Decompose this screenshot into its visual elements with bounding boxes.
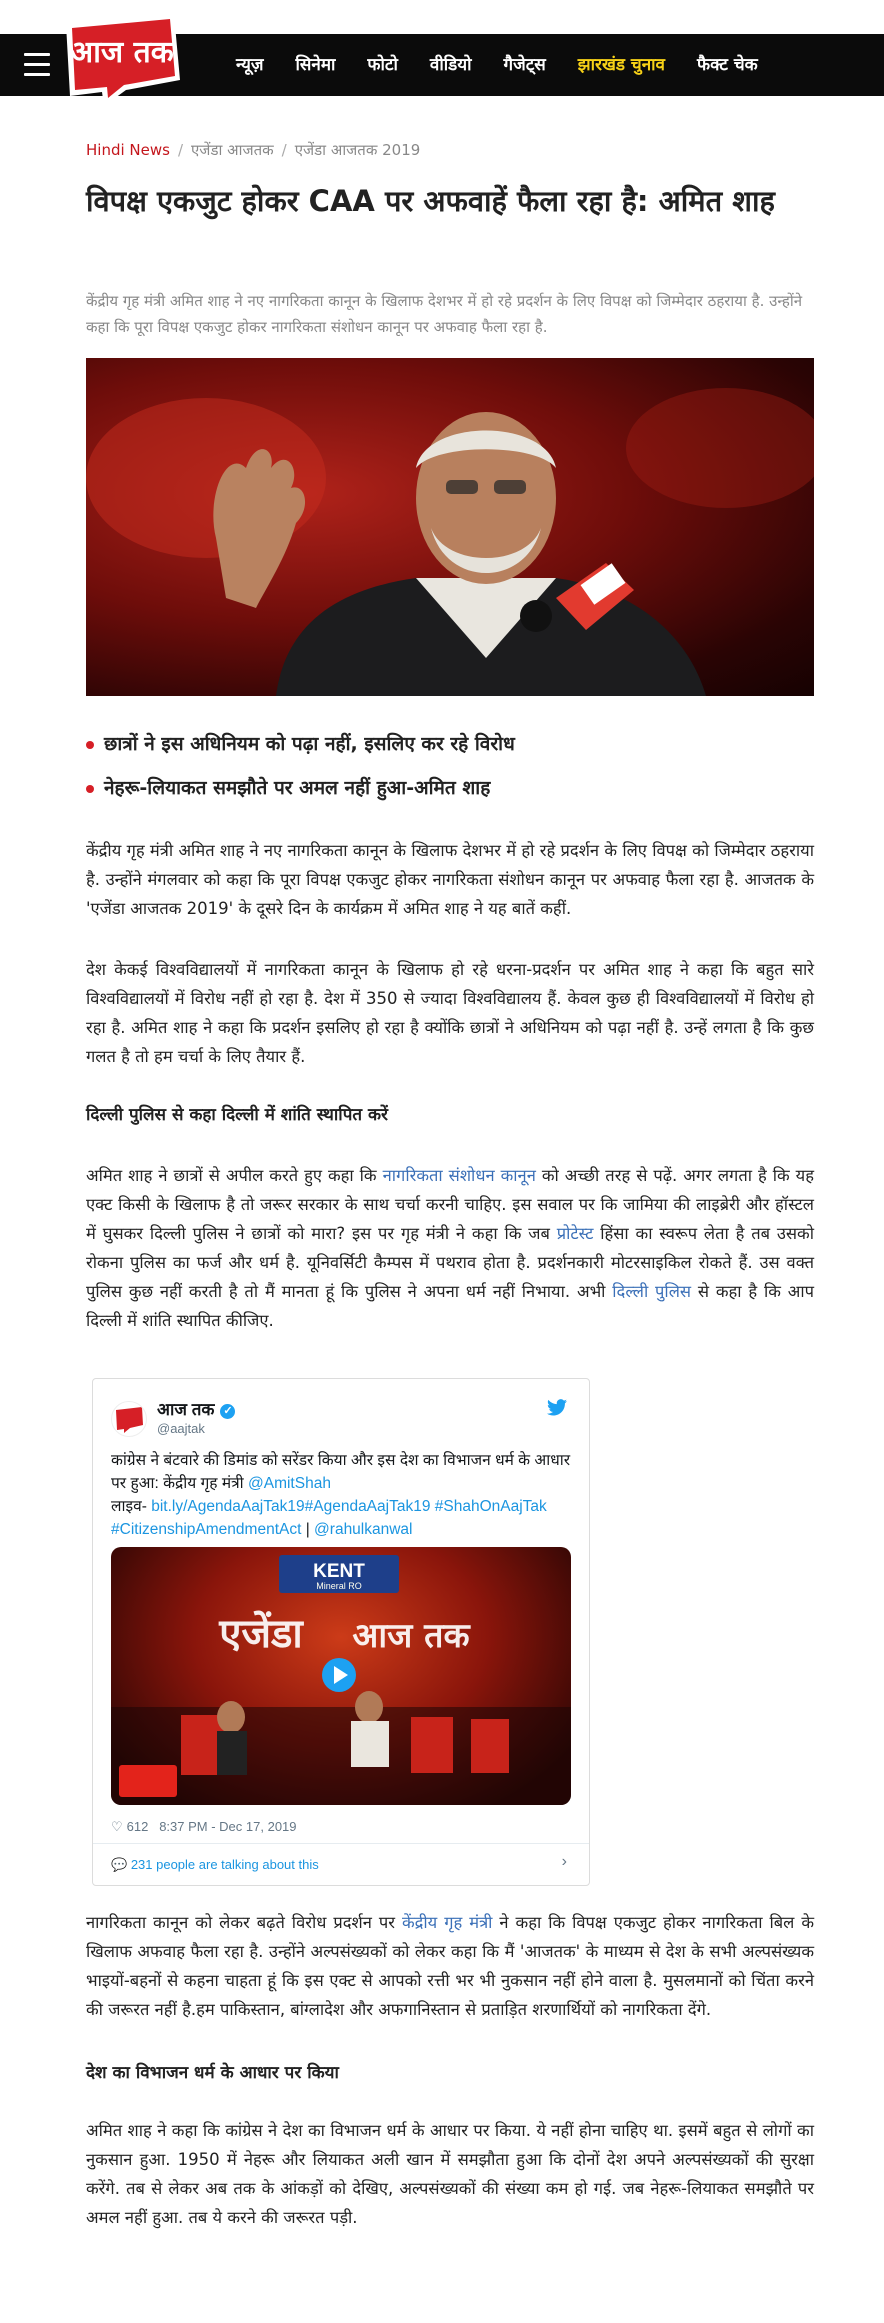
embedded-tweet bbox=[92, 1378, 590, 1886]
tweet-mention-rahulkanwal[interactable]: @rahulkanwal bbox=[314, 1521, 413, 1538]
breadcrumb-item-home[interactable]: Hindi News bbox=[86, 141, 170, 159]
article-highlights bbox=[86, 730, 814, 818]
link-protest[interactable]: प्रोटेस्ट bbox=[556, 1224, 594, 1243]
article-paragraph-2: देश केकई विश्वविद्यालयों में नागरिकता कानून के खिलाफ हो रहे धरना-प्रदर्शन पर अमित शाह ने कहा कि बहुत सारे विश्वविद्यालयों में विरोध नहीं हो रहा है. देश में 350 से ज्यादा विश्वविद्यालय हैं. केवल कुछ ही विश्वविद्यालयों में विरोध हो रहा है. अमित शाह ने कहा कि प्रदर्शन इसलिए हो रहा है क्योंकि छात्रों ने अधिनियम को पढ़ा नहीं है. उन्हें लगता है कि कुछ गलत है तो हम चर्चा के लिए तैयार हैं. bbox=[86, 960, 814, 1066]
nav-item[interactable]: झारखंड चुनाव bbox=[577, 55, 665, 75]
tweet-likes[interactable]: 612 bbox=[126, 1819, 149, 1834]
heart-icon[interactable]: ♡ bbox=[111, 1819, 123, 1834]
main-nav bbox=[220, 34, 774, 96]
comment-icon: 💬 bbox=[111, 1857, 128, 1872]
tweet-timestamp[interactable]: 8:37 PM - Dec 17, 2019 bbox=[159, 1819, 297, 1834]
chevron-right-icon[interactable]: › bbox=[561, 1853, 567, 1870]
tweet-mention-amitshah[interactable]: @AmitShah bbox=[248, 1475, 331, 1492]
nav-item[interactable]: वीडियो bbox=[429, 55, 472, 75]
article-paragraph-5: अमित शाह ने कहा कि कांग्रेस ने देश का विभाजन धर्म के आधार पर किया. ये नहीं होना चाहिए था. इसमें बहुत से लोगों का नुकसान हुआ. 1950 में नेहरू और लियाकत अली खान में समझौता हुआ कि दोनों देश अपने अल्पसंख्यकों की सुरक्षा करेंगे. तब से लेकर अब तक के आंकड़ों को देखिए, अल्पसंख्यकों की संख्या कम हो गई. जब नेहरू-लियाकत समझौते पर अमल नहीं हुआ. तब ये करने की जरूरत पड़ी. bbox=[86, 2121, 814, 2227]
aajtak-title: आज तक bbox=[352, 1616, 470, 1656]
nav-item[interactable]: फोटो bbox=[367, 55, 398, 75]
article-paragraph-3: अमित शाह ने छात्रों से अपील करते हुए कहा कि नागरिकता संशोधन कानून को अच्छी तरह से पढ़ें. अगर लगता है कि यह एक्ट किसी के खिलाफ है तो जरूर सरकार के साथ चर्चा करनी चाहिए. इस सवाल पर कि जामिया की लाइब्रेरी और हॉस्टल में घुसकर दिल्ली पुलिस ने छात्रों को मारा? इस पर गृह मंत्री ने कहा कि जब प्रोटेस्ट हिंसा का स्वरूप लेता है तब उसको रोकना पुलिस का फर्ज और धर्म है. यूनिवर्सिटी कैम्पस में पथराव होता है. प्रदर्शनकारी मोटरसाइकिल रोकते हैं. उस वक्त पुलिस कुछ नहीं करती है तो मैं मानता हूं कि पुलिस ने अपना धर्म नहीं निभाया. अभी दिल्ली पुलिस से कहा है कि आप दिल्ली में शांति स्थापित कीजिए. bbox=[86, 1166, 815, 1330]
hero-image bbox=[86, 358, 814, 696]
tweet-avatar[interactable] bbox=[111, 1401, 147, 1437]
highlight-item: नेहरू-लियाकत समझौते पर अमल नहीं हुआ-अमित शाह bbox=[86, 774, 814, 802]
verified-icon: ✓ bbox=[220, 1404, 235, 1419]
nav-item[interactable]: गैजेट्स bbox=[503, 55, 546, 75]
agenda-title: एजेंडा bbox=[219, 1611, 303, 1657]
highlight-item: छात्रों ने इस अधिनियम को पढ़ा नहीं, इसलिए कर रहे विरोध bbox=[86, 730, 814, 758]
tweet-text: कांग्रेस ने बंटवारे की डिमांड को सरेंडर किया और इस देश का विभाजन धर्म के आधार पर हुआ: केंद्रीय गृह मंत्री @AmitShah लाइव- bit.ly/AgendaAajTak19#AgendaAajTak19 #ShahOnAajTak #CitizenshipAmendmentAct | @rahulkanwal bbox=[111, 1452, 571, 1538]
nav-item[interactable]: सिनेमा bbox=[295, 55, 336, 75]
article-subheading-2: देश का विभाजन धर्म के आधार पर किया bbox=[86, 2063, 339, 2083]
sponsor-logo-text: KENT bbox=[313, 1561, 365, 1582]
tweet-video[interactable] bbox=[111, 1547, 571, 1805]
breadcrumb-item-agenda[interactable]: एजेंडा आजतक bbox=[191, 141, 274, 159]
tweet-talking-link[interactable]: 💬 231 people are talking about this bbox=[111, 1857, 319, 1872]
breadcrumb: Hindi News / एजेंडा आजतक / एजेंडा आजतक 2019 bbox=[86, 141, 421, 159]
nav-item[interactable]: फैक्ट चेक bbox=[696, 55, 758, 75]
article-summary: केंद्रीय गृह मंत्री अमित शाह ने नए नागरिकता कानून के खिलाफ देशभर में हो रहे प्रदर्शन के लिए विपक्ष को जिम्मेदार ठहराया है. उन्होंने कहा कि पूरा विपक्ष एकजुट होकर नागरिकता संशोधन कानून पर अफवाह फैला रहा है. bbox=[86, 292, 803, 336]
tweet-meta bbox=[111, 1819, 297, 1835]
article-paragraph-4: नागरिकता कानून को लेकर बढ़ते विरोध प्रदर्शन पर केंद्रीय गृह मंत्री ने कहा कि विपक्ष एकजुट होकर नागरिकता बिल के खिलाफ अफवाह फैला रहा है. उन्होंने अल्पसंख्यकों को लेकर कहा कि मैं 'आजतक' के माध्यम से देश के सभी अल्पसंख्यक भाइयों-बहनों से कहना चाहता हूं कि इस एक्ट से आपको रत्ती भर भी नुकसान नहीं होने वाला है. मुसलमानों को चिंता करने की जरूरत नहीं है.हम पाकिस्तान, बांग्लादेश और अफगानिस्तान से प्रताड़ित शरणार्थियों को नागरिकता देंगे. bbox=[86, 1913, 814, 2019]
tweet-divider bbox=[93, 1843, 589, 1844]
nav-item[interactable]: न्यूज़ bbox=[236, 55, 264, 75]
link-citizenship-act[interactable]: नागरिकता संशोधन कानून bbox=[382, 1166, 536, 1185]
twitter-bird-icon[interactable] bbox=[547, 1399, 567, 1421]
breadcrumb-item-agenda-2019[interactable]: एजेंडा आजतक 2019 bbox=[294, 141, 421, 159]
article-headline: विपक्ष एकजुट होकर CAA पर अफवाहें फैला रहा है: अमित शाह bbox=[86, 184, 775, 218]
menu-icon[interactable] bbox=[24, 53, 50, 77]
tweet-author-name[interactable]: आज तक ✓ bbox=[157, 1397, 235, 1420]
article-paragraph-1: केंद्रीय गृह मंत्री अमित शाह ने नए नागरिकता कानून के खिलाफ देशभर में हो रहे प्रदर्शन के लिए विपक्ष को जिम्मेदार ठहराया है. उन्होंने मंगलवार को कहा कि पूरा विपक्ष एकजुट होकर नागरिकता संशोधन कानून पर अफवाह फैला रहा है. आजतक के 'एजेंडा आजतक 2019' के दूसरे दिन के कार्यक्रम में अमित शाह ने यह बातें कहीं. bbox=[86, 841, 814, 918]
tweet-hashtags[interactable]: #AgendaAajTak19 #ShahOnAajTak #CitizenshipAmendmentAct bbox=[111, 1498, 547, 1538]
link-home-minister[interactable]: केंद्रीय गृह मंत्री bbox=[401, 1913, 493, 1932]
link-delhi-police[interactable]: दिल्ली पुलिस bbox=[612, 1282, 692, 1301]
sponsor-logo-sub: Mineral RO bbox=[316, 1581, 362, 1591]
tweet-link[interactable]: bit.ly/AgendaAajTak19 bbox=[151, 1498, 305, 1515]
article-subheading-1: दिल्ली पुलिस से कहा दिल्ली में शांति स्थापित करें bbox=[86, 1105, 388, 1125]
tweet-author-handle[interactable]: @aajtak bbox=[157, 1421, 205, 1436]
site-logo[interactable] bbox=[56, 10, 188, 108]
logo-text: आज तक bbox=[70, 35, 174, 70]
site-header bbox=[0, 0, 884, 110]
